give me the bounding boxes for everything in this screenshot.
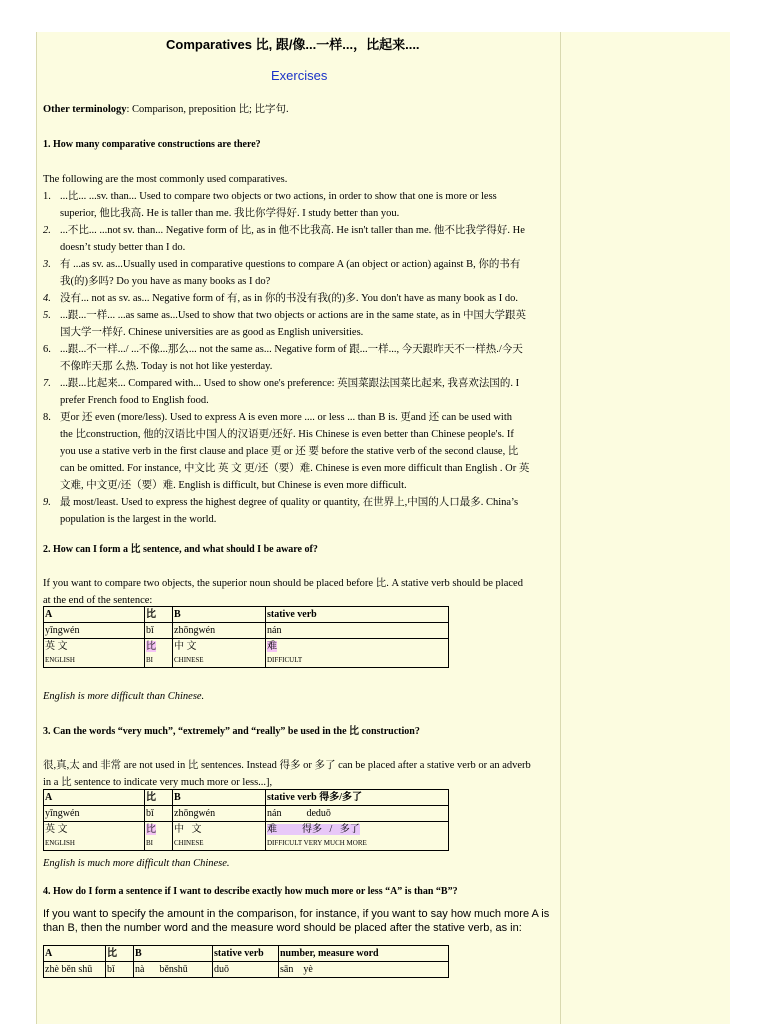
q4-para-line2: than B, then the number word and the measure word should be placed after the stative verb, as in: [43, 922, 522, 934]
list-item-number: 3. [43, 259, 51, 270]
table-header-row [44, 790, 449, 806]
gloss-cell: CHINESE [173, 654, 266, 668]
list-item [43, 188, 563, 222]
table-row [44, 806, 449, 822]
pinyin-cell: yīngwén [44, 806, 145, 822]
terminology-label: Other terminology [43, 104, 127, 115]
col-bi: 比 [145, 607, 173, 623]
list-item [43, 256, 563, 290]
table-row [44, 822, 449, 838]
list-item [43, 494, 563, 528]
gloss-cell: ENGLISH [44, 837, 145, 851]
list-item [43, 290, 563, 307]
hanzi-cell: 英 文 [44, 822, 145, 838]
q2-translation: English is more difficult than Chinese. [43, 691, 205, 702]
q3-para-line2: in a 比 sentence to indicate very much more or less...], [43, 777, 273, 788]
q1-intro: The following are the most commonly used comparatives. [43, 174, 288, 185]
pinyin-cell: zhōngwén [173, 623, 266, 639]
list-item-line1: 最 most/least. Used to express the highest degree of quality or quantity, 在世界上,中国的人口最多. China’s [60, 497, 519, 508]
col-b: B [173, 790, 266, 806]
comparatives-list [43, 188, 563, 528]
gloss-cell: DIFFICULT VERY MUCH MORE [266, 837, 449, 851]
list-item-line5: 文难, 中文更/还（要）难. English is difficult, but Chinese is even more difficult. [60, 480, 407, 491]
list-item-line2: 国大学一样好. Chinese universities are as good as English universities. [60, 327, 364, 338]
gloss-cell: BI [145, 837, 173, 851]
pinyin-cell: nán deduō [266, 806, 449, 822]
list-item-line1: ...跟...一样... ...as same as...Used to show that two objects or actions are in the same state, as in 中国大学跟英 [60, 310, 526, 321]
hanzi-highlight: 比 [146, 641, 156, 652]
hanzi-cell [266, 639, 449, 655]
table-row [44, 962, 449, 978]
gloss-cell: ENGLISH [44, 654, 145, 668]
q3-paragraph [43, 757, 563, 791]
list-item-number: 6. [43, 344, 51, 355]
q1-heading: 1. How many comparative constructions are there? [43, 139, 261, 150]
list-item-line1: 没有... not as sv. as... Negative form of 有, as in 你的书没有我(的)多. You don't have as many book as I do. [60, 293, 519, 304]
q3-heading: 3. Can the words “very much”, “extremely” and “really” be used in the 比 construction? [43, 726, 420, 737]
list-item-line2: 不像昨天那 么热. Today is not hot like yesterday. [60, 361, 273, 372]
list-item-line1: ...跟...比起来... Compared with... Used to show one's preference: 英国菜跟法国菜比起来, 我喜欢法国的. I [60, 378, 520, 389]
document-page [36, 32, 730, 1024]
pinyin-cell: duō [213, 962, 279, 978]
hanzi-cell: 英 文 [44, 639, 145, 655]
col-a: A [44, 946, 106, 962]
table-header-row [44, 607, 449, 623]
pinyin-cell: bǐ [145, 623, 173, 639]
q2-para-line1: If you want to compare two objects, the superior noun should be placed before 比. A stative verb should be placed [43, 578, 523, 589]
list-item [43, 307, 563, 341]
list-item [43, 375, 563, 409]
list-item-line1: ...比... ...sv. than... Used to compare two objects or two actions, in order to show that one is more or less [60, 191, 497, 202]
q3-table [43, 789, 449, 851]
list-item-line2: 我(的)多吗? Do you have as many books as I do? [60, 276, 271, 287]
list-item-line1: 有 ...as sv. as...Usually used in comparative questions to compare A (an object or action) against B, 你的书有 [60, 259, 521, 270]
pinyin-cell: yīngwén [44, 623, 145, 639]
pinyin-cell: bǐ [106, 962, 134, 978]
pinyin-cell: bǐ [145, 806, 173, 822]
hanzi-cell [266, 822, 449, 838]
gloss-cell: DIFFICULT [266, 654, 449, 668]
list-item-line2: population is the largest in the world. [60, 514, 217, 525]
list-item-line2: doesn’t study better than I do. [60, 242, 186, 253]
col-bi: 比 [106, 946, 134, 962]
pinyin-cell: zhè běn shū [44, 962, 106, 978]
list-item-line1: ...不比... ...not sv. than... Negative form of 比, as in 他不比我高. He isn't taller than me. 他不比我学得好. He [60, 225, 525, 236]
pinyin-cell: zhōngwén [173, 806, 266, 822]
col-bi: 比 [145, 790, 173, 806]
list-item-number: 1. [43, 191, 51, 202]
pinyin-cell: nán [266, 623, 449, 639]
col-b: B [173, 607, 266, 623]
table-row [44, 654, 449, 668]
q4-paragraph [43, 907, 568, 935]
list-item-line1: 更or 还 even (more/less). Used to express A is even more .... or less ... than B is. 更and 还 can be used with [60, 412, 512, 423]
list-item-number: 7. [43, 378, 51, 389]
col-stative-verb: stative verb [266, 607, 449, 623]
gloss-cell: BI [145, 654, 173, 668]
list-item-line3: you use a stative verb in the first clause and place 更 or 还 要 before the stative verb of the second clause, 比 [60, 446, 519, 457]
list-item-number: 2. [43, 225, 51, 236]
list-item-line2: superior, 他比我高. He is taller than me. 我比你学得好. I study better than you. [60, 208, 400, 219]
col-b: B [134, 946, 213, 962]
list-item-number: 4. [43, 293, 51, 304]
terminology-text: : Comparison, preposition 比; 比字句. [126, 104, 289, 115]
list-item-line2: prefer French food to English food. [60, 395, 209, 406]
q4-heading: 4. How do I form a sentence if I want to describe exactly how much more or less “A” is than “B”? [43, 886, 458, 897]
hanzi-cell [145, 822, 173, 838]
list-item [43, 409, 563, 494]
exercises-link[interactable]: Exercises [271, 68, 328, 83]
hanzi-highlight: 难 得多 / 多了 [267, 824, 360, 835]
table-header-row [44, 946, 449, 962]
list-item-line4: can be omitted. For instance, 中文比 英 文 更/还（要）难. Chinese is even more difficult than English . Or 英 [60, 463, 530, 474]
hanzi-cell: 中 文 [173, 639, 266, 655]
list-item-number: 9. [43, 497, 51, 508]
right-margin [561, 32, 730, 1024]
q3-para-line1: 很,真,太 and 非常 are not used in 比 sentences. Instead 得多 or 多了 can be placed after a stative verb or an adverb [43, 760, 531, 771]
col-a: A [44, 790, 145, 806]
q2-para-line2: at the end of the sentence: [43, 595, 153, 606]
q2-table [43, 606, 449, 668]
list-item-line2: the 比construction, 他的汉语比中国人的汉语更/还好. His Chinese is even better than Chinese people's. If [60, 429, 514, 440]
col-number-measure: number, measure word [279, 946, 449, 962]
col-stative-verb: stative verb [213, 946, 279, 962]
list-item-number: 8. [43, 412, 51, 423]
table-row [44, 639, 449, 655]
list-item-number: 5. [43, 310, 51, 321]
terminology-line [43, 101, 289, 118]
page-title: Comparatives 比, 跟/像...一样...，比起来.... [166, 37, 420, 52]
hanzi-cell: 中 文 [173, 822, 266, 838]
q4-table [43, 945, 449, 978]
q4-para-line1: If you want to specify the amount in the comparison, for instance, if you want to say how much more A is [43, 908, 550, 920]
col-stative-verb: stative verb 得多/多了 [266, 790, 449, 806]
pinyin-cell: sān yè [279, 962, 449, 978]
q2-heading: 2. How can I form a 比 sentence, and what should I be aware of? [43, 544, 318, 555]
list-item [43, 341, 563, 375]
hanzi-highlight: 比 [146, 824, 156, 835]
hanzi-cell [145, 639, 173, 655]
hanzi-highlight: 难 [267, 641, 277, 652]
pinyin-cell: nà běnshū [134, 962, 213, 978]
table-row [44, 837, 449, 851]
q3-translation: English is much more difficult than Chinese. [43, 858, 230, 869]
gloss-cell: CHINESE [173, 837, 266, 851]
list-item [43, 222, 563, 256]
table-row [44, 623, 449, 639]
list-item-line1: ...跟...不一样.../ ...不像...那么... not the same as... Negative form of 跟...一样..., 今天跟昨天不一样热./今天 [60, 344, 523, 355]
q2-paragraph [43, 575, 563, 609]
col-a: A [44, 607, 145, 623]
